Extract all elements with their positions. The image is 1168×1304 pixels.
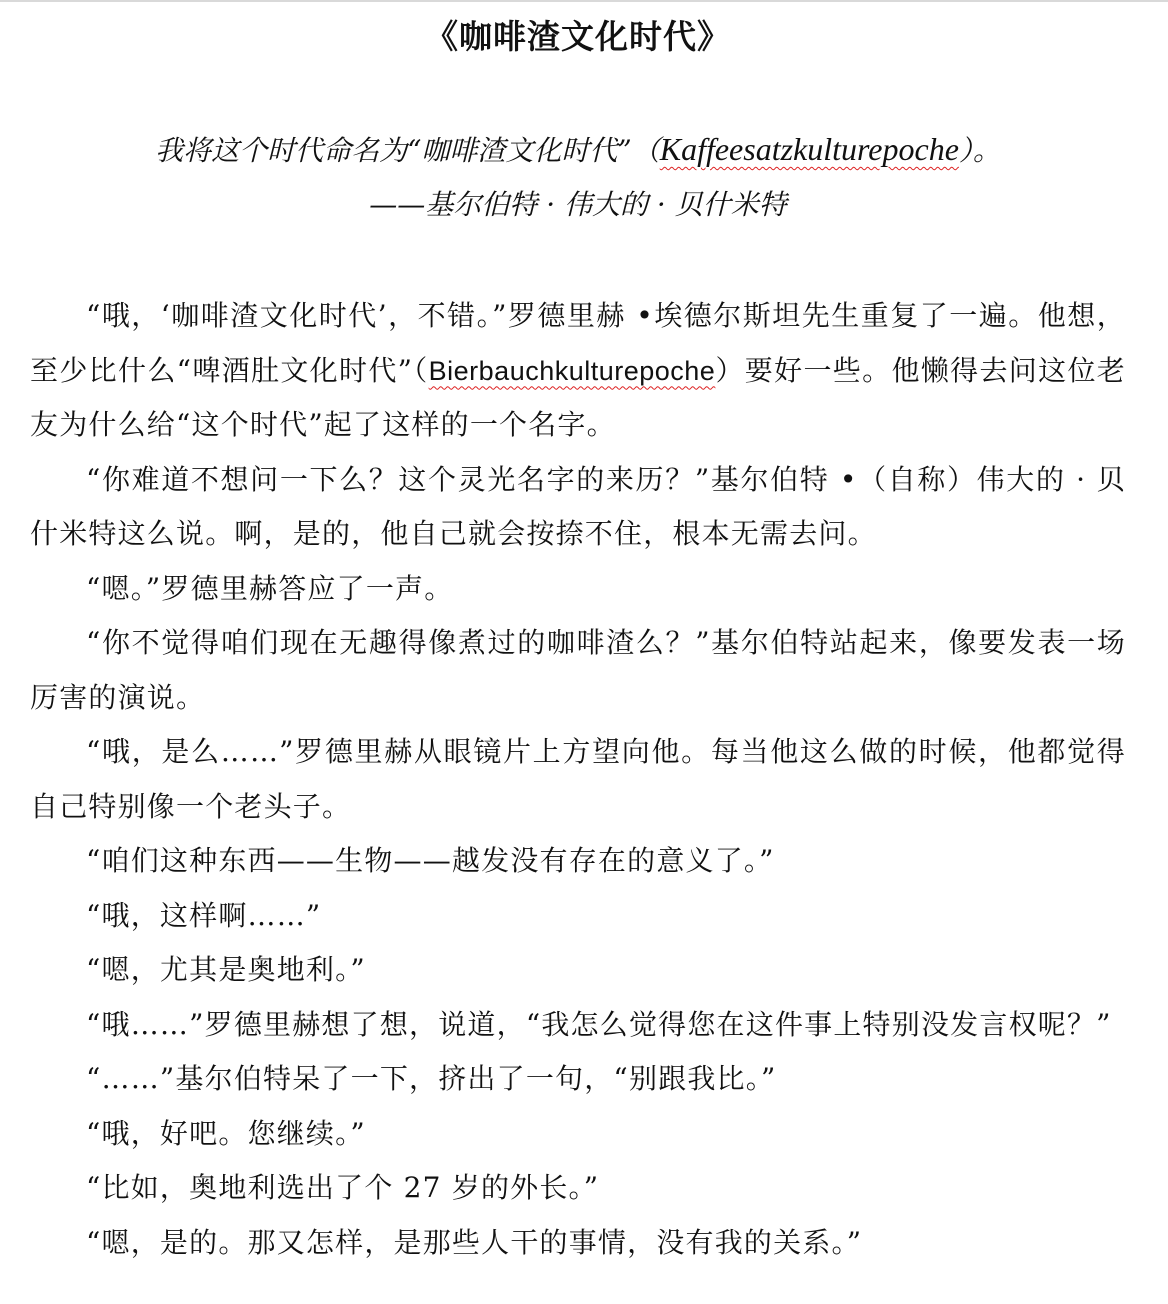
paragraph-1: [30, 289, 1126, 453]
paragraph-12: “比如，奥地利选出了个 27 岁的外长。”: [86, 1171, 600, 1204]
paragraph-1-text-after: ）要好一些。他懒得去问这位老友为什么给“这个时代”起了这样的一个名字。: [30, 353, 1126, 441]
epigraph-attribution: ——基尔伯特 · 伟大的 · 贝什米特: [369, 188, 787, 221]
document-page: [30, 10, 1126, 1270]
paragraph-7: “哦，这样啊……”: [86, 898, 322, 932]
paragraph-9: “哦……”罗德里赫想了想，说道，“我怎么觉得您在这件事上特别没发言权呢？”: [86, 1007, 1112, 1041]
paragraph-10: “……”基尔伯特呆了一下，挤出了一句，“别跟我比。”: [86, 1062, 777, 1095]
paragraph-2: “你难道不想问一下么？这个灵光名字的来历？”基尔伯特 •（自称）伟大的 · 贝什米特这么说。啊，是的，他自己就会按捺不住，根本无需去问。: [30, 462, 1126, 550]
paragraph-1-text: “哦，‘咖啡渣文化时代’，不错。”罗德里赫 •埃德尔斯坦先生重复了一遍。他想，至少比什么“啤酒肚文化时代”（: [30, 299, 1126, 387]
paragraph-6: “咱们这种东西——生物——越发没有存在的意义了。”: [86, 844, 775, 877]
epigraph-text-after: ）。: [958, 134, 1001, 167]
paragraph-13: “嗯，是的。那又怎样，是那些人干的事情，没有我的关系。”: [86, 1225, 863, 1259]
spellcheck-term-kaffeesatz[interactable]: Kaffeesatzkulturepoche: [659, 131, 959, 167]
epigraph-line-1: [30, 122, 1126, 178]
paragraph-8: “嗯，尤其是奥地利。”: [86, 953, 366, 986]
paragraph-5: “哦，是么……”罗德里赫从眼镜片上方望向他。每当他这么做的时候，他都觉得自己特别像一个老头子。: [30, 735, 1126, 823]
paragraph-11: “哦，好吧。您继续。”: [86, 1116, 366, 1150]
epigraph: [30, 122, 1126, 232]
spellcheck-term-bierbauch[interactable]: Bierbauchkulturepoche: [428, 355, 716, 386]
document-body: [30, 289, 1126, 1270]
paragraph-4: “你不觉得咱们现在无趣得像煮过的咖啡渣么？”基尔伯特站起来，像要发表一场厉害的演说。: [30, 626, 1126, 714]
paragraph-3: “嗯。”罗德里赫答应了一声。: [86, 571, 454, 605]
document-title: 《咖啡渣文化时代》: [425, 17, 731, 56]
page-top-border: [0, 0, 1168, 2]
epigraph-text-before: 我将这个时代命名为“咖啡渣文化时代”（: [155, 134, 660, 167]
